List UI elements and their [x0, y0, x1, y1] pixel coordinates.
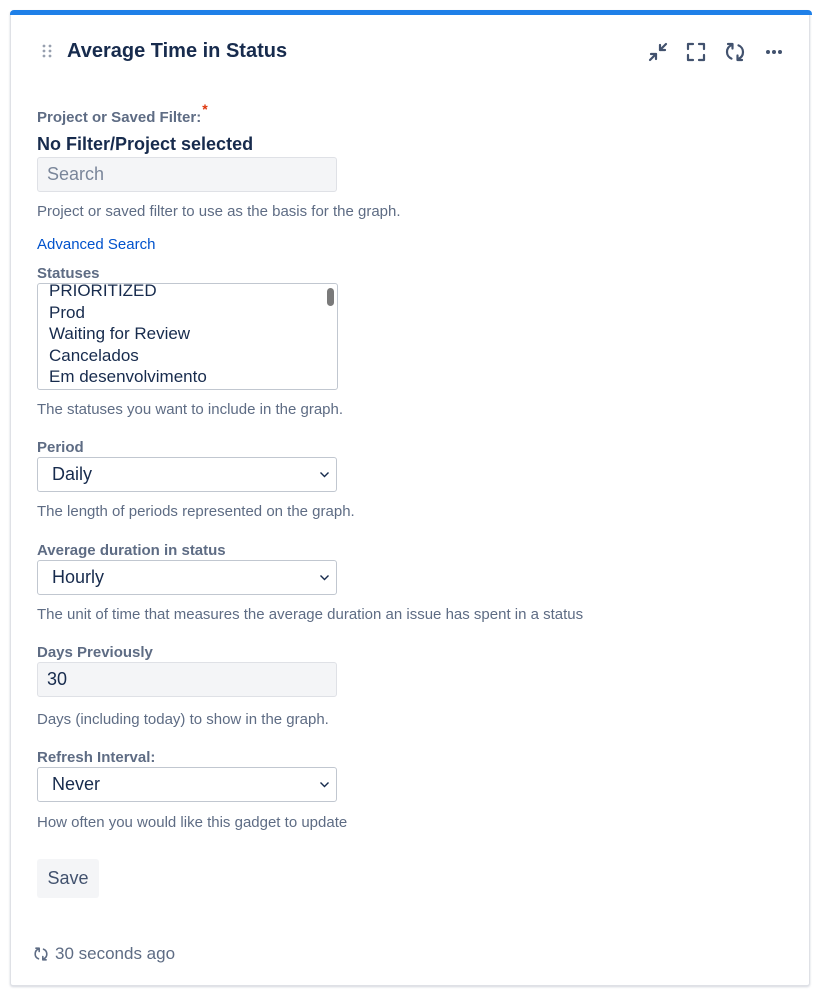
period-select[interactable] [37, 457, 337, 492]
refresh-small-icon [33, 946, 49, 962]
days-help-text: Days (including today) to show in the graph. [37, 711, 329, 728]
days-previously-input[interactable] [37, 662, 337, 697]
status-option[interactable]: Prod [49, 302, 85, 322]
filter-search-input[interactable] [37, 157, 337, 192]
filter-label-text: Project or Saved Filter: [37, 109, 202, 126]
last-updated [33, 944, 175, 964]
chevron-down-icon [319, 572, 330, 583]
period-help-text: The length of periods represented on the graph. [37, 503, 355, 520]
drag-handle-icon[interactable] [41, 43, 53, 59]
avg-duration-help-text: The unit of time that measures the average duration an issue has spent in a status [37, 606, 584, 623]
gadget-accent-bar [10, 10, 812, 15]
advanced-search-link[interactable]: Advanced Search [37, 236, 156, 253]
refresh-interval-select[interactable] [37, 767, 337, 802]
gadget-panel [10, 10, 810, 986]
gadget-title: Average Time in Status [67, 40, 288, 62]
avg-duration-value: Hourly [52, 567, 105, 587]
more-icon[interactable] [761, 39, 787, 65]
selected-filter-text: No Filter/Project selected [37, 134, 254, 154]
avg-duration-label: Average duration in status [37, 542, 226, 559]
filter-help-text: Project or saved filter to use as the basis for the graph. [37, 203, 401, 220]
status-option[interactable]: Waiting for Review [49, 324, 191, 343]
last-updated-text: 30 seconds ago [55, 944, 176, 963]
statuses-listbox[interactable] [37, 283, 338, 390]
refresh-help-text: How often you would like this gadget to update [37, 814, 348, 831]
status-option[interactable]: PRIORITIZED [49, 283, 157, 300]
avg-duration-select[interactable] [37, 560, 337, 595]
minimize-icon[interactable] [645, 39, 671, 65]
days-label: Days Previously [37, 644, 153, 661]
save-button[interactable]: Save [37, 859, 99, 898]
required-mark: * [202, 101, 208, 117]
refresh-icon[interactable] [722, 39, 748, 65]
chevron-down-icon [319, 469, 330, 480]
statuses-options [49, 283, 207, 388]
statuses-help-text: The statuses you want to include in the graph. [37, 401, 344, 418]
statuses-label: Statuses [37, 265, 100, 282]
refresh-label: Refresh Interval: [37, 749, 156, 766]
filter-label [37, 101, 208, 126]
statuses-scrollbar[interactable] [327, 288, 334, 306]
status-option[interactable]: Cancelados [49, 345, 139, 365]
period-value: Daily [52, 464, 93, 484]
chevron-down-icon [319, 779, 330, 790]
refresh-interval-value: Never [52, 774, 101, 794]
status-option[interactable]: Em desenvolvimento [49, 367, 207, 386]
fullscreen-icon[interactable] [683, 39, 709, 65]
period-label: Period [37, 439, 84, 456]
